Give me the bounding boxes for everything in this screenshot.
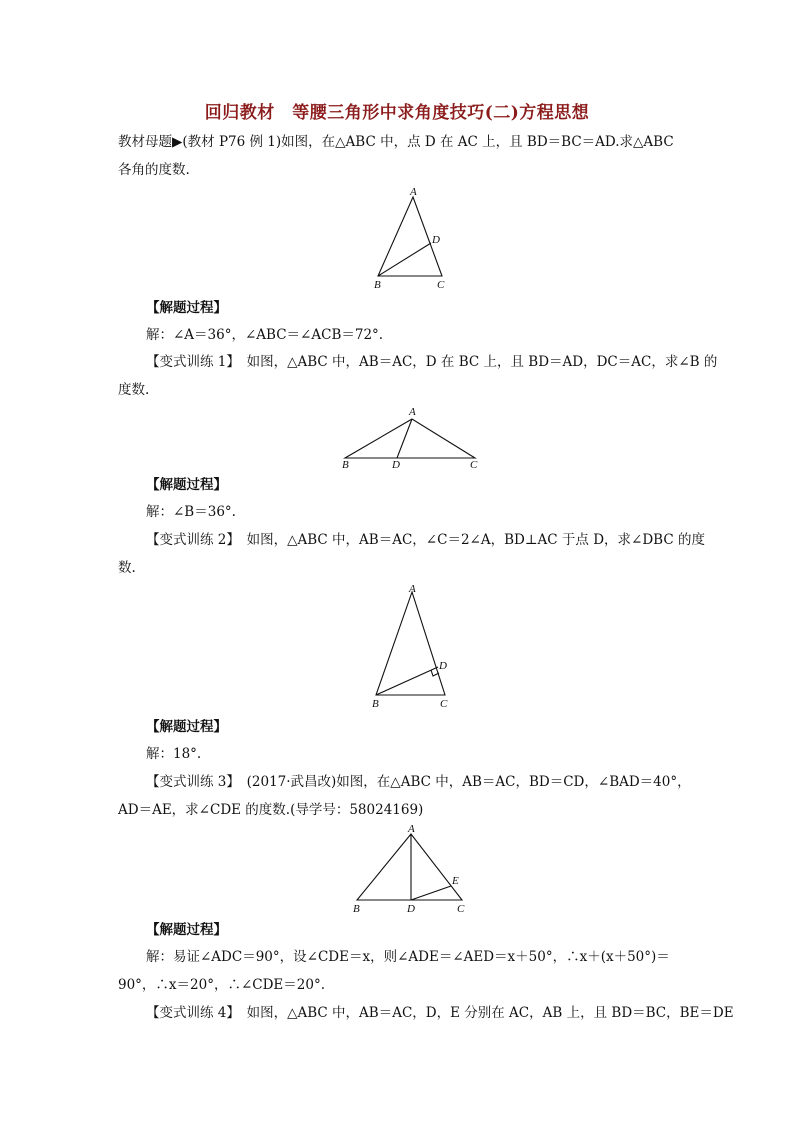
point-label-c: C (470, 459, 478, 471)
intro-line-1: 教材母题▶(教材 P76 例 1)如图，在△ABC 中，点 D 在 AC 上，且 BD＝BC＝AD.求△ABC (118, 134, 674, 150)
problem-1-line-2: 度数. (118, 382, 150, 398)
segment-de (411, 886, 451, 900)
point-label-d: D (392, 459, 400, 471)
solution-heading-3: 【解题过程】 (146, 922, 227, 938)
point-label-d: D (407, 903, 415, 915)
problem-3-line-1: 【变式训练 3】 (2017·武昌改)如图，在△ABC 中，AB＝AC，BD＝CD，∠BAD＝40°， (146, 774, 691, 790)
segment-bd (376, 667, 438, 695)
point-label-c: C (437, 279, 445, 291)
point-label-d: D (439, 660, 447, 672)
solution-heading-1: 【解题过程】 (146, 477, 227, 493)
point-label-a: A (408, 823, 415, 835)
figure-triangle-bd-perpendicular (365, 580, 465, 715)
point-label-e: E (452, 875, 459, 887)
point-label-b: B (374, 279, 381, 291)
segment-ad (397, 419, 412, 458)
figure-triangle-ad-ae (345, 820, 480, 920)
point-label-a: A (409, 583, 416, 595)
figure-obtuse-triangle-abc (335, 400, 495, 472)
point-label-b: B (353, 903, 360, 915)
problem-1-line-1: 【变式训练 1】 如图，△ABC 中，AB＝AC，D 在 BC 上，且 BD＝AD，DC＝AC，求∠B 的 (146, 354, 718, 370)
solution-text-1: 解：∠B＝36°. (146, 504, 236, 520)
problem-3-line-2: AD＝AE，求∠CDE 的度数.(导学号：58024169) (118, 802, 424, 818)
point-label-d: D (432, 234, 440, 246)
solution-heading-0: 【解题过程】 (146, 300, 227, 316)
problem-2-line-2: 数. (118, 560, 136, 576)
segment-bd (378, 243, 431, 276)
solution-text-2: 解：18°. (146, 746, 202, 762)
point-label-b: B (342, 459, 349, 471)
point-label-a: A (410, 186, 417, 198)
point-label-c: C (440, 698, 448, 710)
solution-text-3-line-1: 解：易证∠ADC＝90°，设∠CDE＝x，则∠ADE＝∠AED＝x＋50°，∴x＋(x＋50°)＝ (146, 949, 670, 965)
problem-2-line-1: 【变式训练 2】 如图，△ABC 中，AB＝AC，∠C＝2∠A，BD⊥AC 于点 D，求∠DBC 的度 (146, 532, 705, 548)
figure-triangle-abc-d-on-ac (360, 185, 460, 295)
problem-4-line-1: 【变式训练 4】 如图，△ABC 中，AB＝AC，D，E 分别在 AC，AB 上，且 BD＝BC，BE＝DE (146, 1005, 734, 1021)
page-title: 回归教材 等腰三角形中求角度技巧(二)方程思想 (204, 103, 590, 123)
intro-line-2: 各角的度数. (118, 162, 190, 178)
point-label-b: B (372, 698, 379, 710)
triangle-abc (357, 834, 462, 900)
solution-heading-2: 【解题过程】 (146, 719, 227, 735)
point-label-c: C (457, 903, 465, 915)
solution-text-0: 解：∠A＝36°，∠ABC＝∠ACB＝72°. (146, 327, 384, 343)
point-label-a: A (409, 406, 416, 418)
solution-text-3-line-2: 90°，∴x＝20°，∴∠CDE＝20°. (118, 977, 326, 993)
